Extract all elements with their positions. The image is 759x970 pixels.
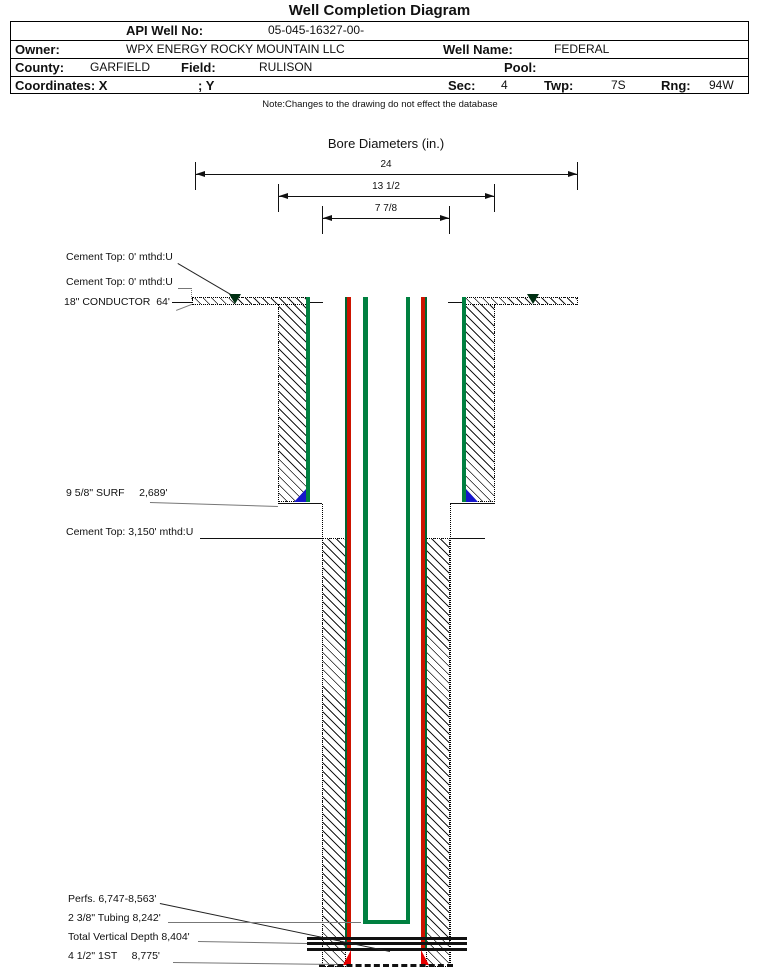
leader-tvd bbox=[198, 941, 307, 944]
step-line-left bbox=[278, 503, 322, 504]
twp-value: 7S bbox=[611, 78, 626, 92]
surface-cement-column-left bbox=[278, 304, 308, 502]
dim-label-24: 24 bbox=[380, 159, 392, 170]
leader-surf-shoe bbox=[150, 502, 278, 507]
well-info-table bbox=[10, 21, 749, 94]
field-label: Field: bbox=[181, 60, 216, 75]
well-name-value: FEDERAL bbox=[554, 42, 610, 56]
surface-casing-shoe-icon-right bbox=[466, 489, 478, 502]
production-casing-edge-right bbox=[425, 297, 427, 950]
tubing-line-left bbox=[363, 297, 368, 922]
perforation-line bbox=[307, 942, 467, 945]
step-line-right bbox=[450, 503, 495, 504]
annotation-perfs: Perfs. 6,747-8,563' bbox=[68, 893, 157, 905]
rng-label: Rng: bbox=[661, 78, 691, 93]
borehole-wall-right bbox=[450, 504, 451, 967]
sec-label: Sec: bbox=[448, 78, 476, 93]
hole-bottom-boundary bbox=[319, 964, 453, 967]
annotation-cement-top-3150: Cement Top: 3,150' mthd:U bbox=[66, 526, 194, 538]
surface-casing-shoe-icon-left bbox=[294, 489, 306, 502]
production-casing-line-left bbox=[347, 297, 351, 950]
arrow-right-icon bbox=[485, 193, 494, 199]
cement-top-marker-icon-right bbox=[527, 294, 539, 304]
production-cement-column-left bbox=[322, 538, 346, 967]
tubing-line-right bbox=[406, 297, 411, 922]
leader-cement-top-2 bbox=[178, 288, 191, 289]
dim-tick bbox=[494, 184, 495, 212]
note-text: Note:Changes to the drawing do not effect the database bbox=[262, 99, 498, 110]
well-name-label: Well Name: bbox=[443, 42, 513, 57]
pool-label: Pool: bbox=[504, 60, 537, 75]
dim-line-7-7-8 bbox=[322, 218, 450, 219]
table-row-owner bbox=[11, 40, 748, 58]
county-value: GARFIELD bbox=[90, 60, 151, 74]
api-label: API Well No: bbox=[126, 23, 204, 38]
api-value: 05-045-16327-00- bbox=[268, 23, 365, 37]
annotation-conductor: 18" CONDUCTOR 64' bbox=[64, 296, 170, 308]
dim-line-13-1-2 bbox=[278, 196, 495, 197]
table-row-api bbox=[11, 22, 748, 40]
production-casing-shoe-icon-left bbox=[343, 950, 351, 965]
surface-casing-line-right bbox=[462, 297, 466, 502]
page-title: Well Completion Diagram bbox=[288, 2, 471, 19]
annotation-production-casing: 4 1/2" 1ST 8,775' bbox=[68, 950, 160, 962]
dim-label-7-7-8: 7 7/8 bbox=[374, 203, 398, 214]
arrow-left-icon bbox=[196, 171, 205, 177]
leader-perfs bbox=[160, 903, 390, 952]
twp-label: Twp: bbox=[544, 78, 574, 93]
tubing-bottom bbox=[363, 920, 410, 925]
county-label: County: bbox=[15, 60, 65, 75]
owner-label: Owner: bbox=[15, 42, 60, 57]
arrow-right-icon bbox=[568, 171, 577, 177]
coordinates-label: Coordinates: X bbox=[15, 78, 108, 93]
field-value: RULISON bbox=[259, 60, 313, 74]
annotation-tubing: 2 3/8" Tubing 8,242' bbox=[68, 912, 161, 924]
dim-label-13-1-2: 13 1/2 bbox=[372, 181, 400, 192]
production-casing-shoe-icon-right bbox=[421, 950, 429, 965]
owner-value: WPX ENERGY ROCKY MOUNTAIN LLC bbox=[126, 42, 345, 56]
coordinates-y-label: ; Y bbox=[198, 78, 215, 93]
rng-value: 94W bbox=[709, 78, 734, 92]
dim-tick bbox=[449, 206, 450, 234]
arrow-left-icon bbox=[279, 193, 288, 199]
annotation-cement-top-2: Cement Top: 0' mthd:U bbox=[66, 276, 173, 288]
arrow-left-icon bbox=[323, 215, 332, 221]
annotation-tvd: Total Vertical Depth 8,404' bbox=[68, 931, 190, 943]
leader-cement-top-1 bbox=[177, 263, 235, 298]
dim-tick bbox=[577, 162, 578, 190]
leader-casing-shoe bbox=[173, 962, 337, 965]
annotation-surface-casing: 9 5/8" SURF 2,689' bbox=[66, 487, 168, 499]
dim-line-24 bbox=[195, 174, 578, 175]
surface-cement-column-right bbox=[465, 304, 495, 502]
surface-casing-line-left bbox=[306, 297, 310, 502]
sec-value: 4 bbox=[501, 78, 508, 92]
leader-tubing bbox=[168, 922, 361, 923]
arrow-right-icon bbox=[440, 215, 449, 221]
bore-diameters-title: Bore Diameters (in.) bbox=[327, 136, 445, 151]
table-row-county bbox=[11, 58, 748, 76]
cement-top-marker-icon-left bbox=[229, 294, 241, 304]
annotation-cement-top-1: Cement Top: 0' mthd:U bbox=[66, 251, 173, 263]
production-cement-column-right bbox=[426, 538, 450, 967]
table-row-coordinates bbox=[11, 76, 748, 95]
